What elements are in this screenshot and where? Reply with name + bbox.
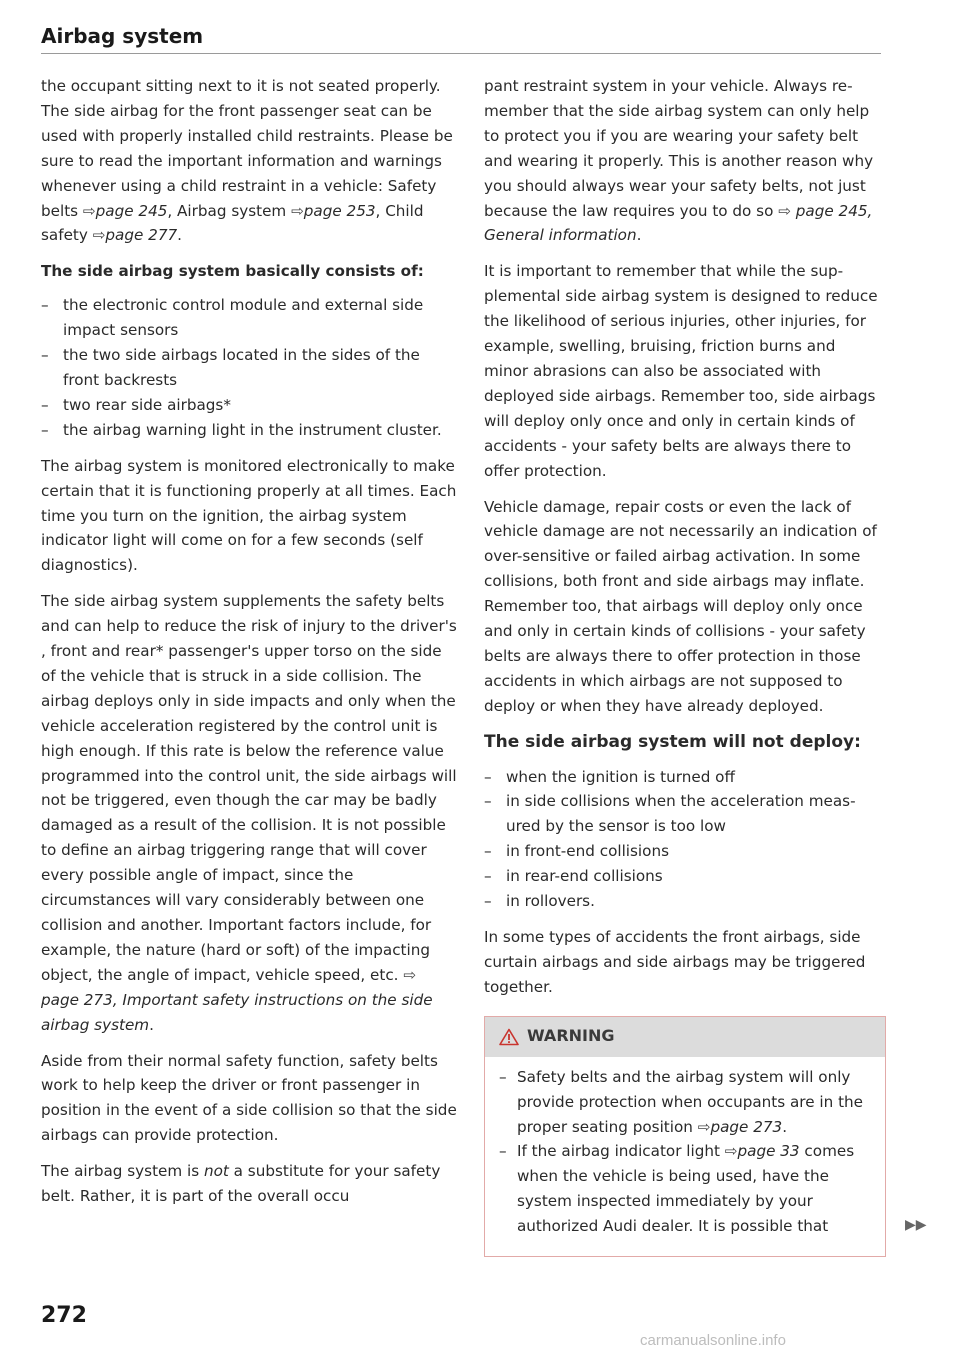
left-column [41, 74, 457, 1220]
text-run: The airbag system is [41, 1162, 204, 1181]
warning-body [485, 1057, 885, 1256]
components-heading: The side airbag system basically consists of: [41, 262, 424, 281]
continued-paragraph [484, 74, 884, 248]
list-item: – in side collisions when the acceleration measured by the sensor is too low [484, 789, 884, 839]
list-item: – two rear side airbags* [41, 393, 457, 418]
no-deploy-list [484, 765, 884, 914]
reference-arrow-icon: ⇨ [82, 201, 96, 220]
reference-arrow-icon: ⇨ [778, 201, 791, 220]
text-run: . [636, 226, 642, 245]
supplement-paragraph [41, 589, 457, 1037]
components-list [41, 293, 457, 442]
warning-item [499, 1065, 871, 1140]
text-run: a substitute for your safety belt. Rather, it is part of the overall occu [41, 1162, 441, 1206]
text-run: , Child safety [41, 201, 424, 245]
text-run: , Airbag system [167, 201, 292, 220]
page-reference: page 273 [710, 1117, 783, 1136]
continue-arrow-icon: ▶▶ [905, 1217, 927, 1233]
list-item: – the two side airbags located in the sides of the front backrests [41, 343, 457, 393]
text-run: . [177, 226, 182, 245]
text-run: Safety belts and the airbag system will only provide protection when occupants are in the proper seating position [517, 1067, 863, 1136]
text-run: . [149, 1015, 154, 1034]
monitor-paragraph: The airbag system is monitored electronically to make certain that it is functioning properly at all times. Each time you turn on the ignition, the airbag system indicator light will come on for a few seconds (self diagnostics). [41, 456, 457, 575]
warning-item [499, 1139, 871, 1239]
reference-arrow-icon: ⇨ [724, 1142, 738, 1161]
warning-header [485, 1017, 885, 1057]
types-paragraph: In some types of accidents the front airbags, side curtain airbags and side airbags may be triggered together. [484, 928, 866, 996]
list-item: – the airbag warning light in the instrument cluster. [41, 418, 457, 443]
text-run: If the airbag indicator light [517, 1142, 725, 1161]
warning-list [499, 1065, 871, 1239]
text-run: the occupant sitting next to it is not seated properly. The side airbag for the front passenger seat can be used with properly installed child restraints. Please be sure to read the important information and warnings whenever using a child restraint in a vehicle: Safety belts [41, 77, 453, 220]
warning-title: WARNING [527, 1026, 615, 1046]
page-reference: page 277 [105, 226, 178, 245]
warning-triangle-icon [499, 1028, 519, 1046]
page-reference: page 245, General information [484, 201, 873, 245]
reference-arrow-icon: ⇨ [697, 1117, 711, 1136]
no-deploy-heading: The side airbag system will not deploy: [484, 731, 861, 752]
page-number: 272 [41, 1303, 87, 1328]
text-run: comes when the vehicle is being used, have the system inspected immediately by your authorized Audi dealer. It is possible that [517, 1142, 855, 1236]
page-reference: page 245 [95, 201, 168, 220]
reference-arrow-icon: ⇨ [291, 201, 304, 220]
page-reference: page 273, Important safety instructions on the side airbag system [41, 990, 433, 1034]
watermark: carmanualsonline.info [640, 1332, 786, 1349]
important-paragraph: It is important to remember that while the supplemental side airbag system is designed to reduce the likelihood of serious injuries, other injuries, for example, swelling, bruising, friction burns and minor abrasions can also be associated with deployed side airbags. Remember too, side airbags will deploy only once and only in certain kinds of accidents - your safety belts are always there to offer protection. [484, 262, 878, 480]
page-reference: page 33 [737, 1142, 800, 1161]
reference-arrow-icon: ⇨ [92, 226, 106, 245]
list-item: – when the ignition is turned off [484, 765, 884, 790]
damage-paragraph: Vehicle damage, repair costs or even the lack of vehicle damage are not necessarily an indication of over-sensitive or failed airbag activation. In some collisions, both front and side airbags may inflate. Remember too, that airbags will deploy only once and only in certain kinds of collisions - your safety belts are always there to offer protection in those accidents in which airbags are not supposed to deploy or when they have already deployed. [484, 497, 877, 715]
list-item: – in rear-end collisions [484, 864, 884, 889]
right-column [484, 74, 884, 1257]
intro-paragraph [41, 74, 457, 248]
reference-arrow-icon: ⇨ [403, 965, 417, 984]
list-item: – in front-end collisions [484, 839, 884, 864]
list-item: – in rollovers. [484, 889, 884, 914]
substitute-paragraph [41, 1159, 457, 1209]
text-run: The side airbag system supplements the safety belts and can help to reduce the risk of injury to the driver's , front and rear* passenger's upper torso on the side of the vehicle that is struck in a side collision. The airbag deploys only in side impacts and only when the vehicle acceleration registered by the control unit is high enough. If this rate is below the reference value programmed into the control unit, the side airbags will not be triggered, even though the car may be badly damaged as a result of the collision. It is not possible to define an airbag triggering range that will cover every possible angle of impact, since the circumstances will vary considerably between one collision and another. Important factors include, for example, the nature (hard or soft) of the impacting object, the angle of impact, vehicle speed, etc. [41, 592, 457, 984]
section-title: Airbag system [41, 24, 204, 48]
list-item: – the electronic control module and external side impact sensors [41, 293, 457, 343]
text-run: pant restraint system in your vehicle. Always remember that the side airbag system can only help to protect you if you are wearing your safety belt and wearing it properly. This is another reason why you should always wear your safety belts, not just because the law requires you to do so [484, 77, 874, 220]
page-reference: page 253 [303, 201, 376, 220]
page-reference: not [203, 1162, 229, 1181]
aside-paragraph: Aside from their normal safety function, safety belts work to help keep the driver or front passenger in position in the event of a side collision so that the side airbags can provide protection. [41, 1051, 457, 1145]
text-run: . [782, 1117, 788, 1136]
header-divider [41, 53, 881, 54]
warning-box [484, 1016, 886, 1257]
